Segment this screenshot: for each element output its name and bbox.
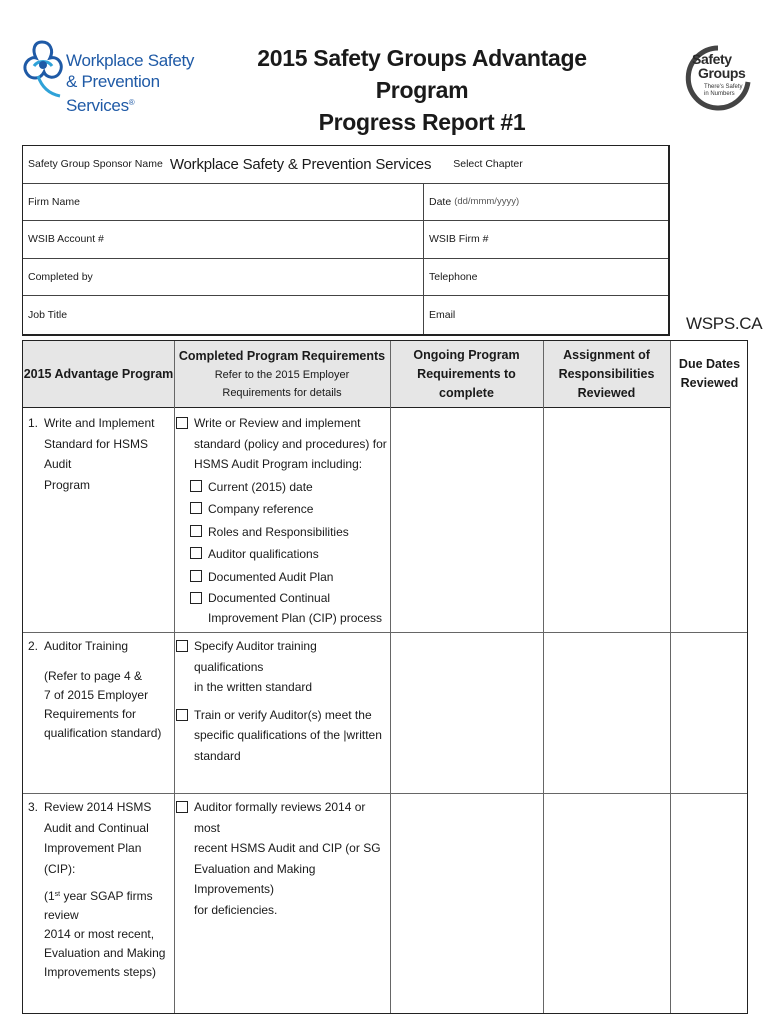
safety-groups-line2: Groups [698, 65, 746, 81]
header-due-dates [670, 341, 749, 408]
row3-assignment-cell[interactable] [544, 794, 670, 1013]
header-due-line2: Reviewed [680, 376, 739, 390]
row2-title: Auditor Training [44, 639, 129, 653]
job-title-row [23, 296, 668, 334]
row2-program [28, 636, 172, 743]
firm-name-field[interactable] [23, 184, 423, 221]
wsib-account-label: WSIB Account # [28, 233, 104, 246]
subitem-roles [190, 521, 388, 544]
row2-note-line: Requirements for [44, 706, 137, 721]
header-assignment-line2: Responsibilities [558, 367, 655, 381]
row3-ongoing-cell[interactable] [391, 794, 543, 1013]
wsib-row [23, 221, 668, 259]
row3-title-line3: Improvement Plan (CIP): [44, 841, 142, 876]
firm-date-row [23, 184, 668, 222]
telephone-label: Telephone [429, 271, 478, 284]
header-program [23, 341, 174, 408]
req-line: specific qualifications of the |written [194, 728, 382, 742]
checkbox[interactable] [176, 709, 188, 721]
row2-assignment-cell[interactable] [544, 633, 670, 793]
req-line: HSMS Audit Program including: [194, 457, 363, 471]
subitem-text: Improvement Plan (CIP) process [208, 611, 383, 625]
completed-by-label: Completed by [28, 271, 93, 284]
title-line2: Progress Report #1 [318, 109, 526, 135]
date-format-hint: (dd/mmm/yyyy) [454, 196, 520, 208]
email-field[interactable] [423, 296, 668, 334]
row2-req-1 [176, 636, 388, 698]
row3-note-open: (1 [44, 889, 55, 903]
progress-table [22, 340, 748, 1014]
row2-note-line: qualification standard) [44, 725, 162, 740]
req-line: Specify Auditor training qualifications [194, 639, 317, 674]
sponsor-label: Safety Group Sponsor Name [28, 158, 163, 171]
firm-name-label: Firm Name [28, 195, 80, 208]
row1-number: 1. [28, 416, 39, 430]
req-line: standard (policy and procedures) for [194, 436, 387, 451]
checkbox[interactable] [176, 417, 188, 429]
website-label: WSPS.CA [686, 314, 763, 333]
registered-mark: ® [128, 98, 135, 107]
header-completed-title: Completed Program Requirements [178, 349, 386, 363]
wsps-emblem-icon [20, 36, 68, 108]
firm-info-form [22, 145, 670, 336]
header-ongoing-line2: Requirements to complete [417, 367, 516, 400]
sponsor-row [23, 146, 668, 184]
safety-groups-logo [682, 42, 754, 114]
req-line: recent HSMS Audit and CIP (or SG [194, 841, 381, 855]
subitem-cip-process [190, 588, 388, 628]
row3-title-line2: Audit and Continual [44, 820, 149, 835]
req-line: standard [194, 748, 241, 763]
row2-requirements [176, 636, 388, 766]
req-line: Evaluation and Making Improvements) [194, 861, 316, 896]
wsib-firm-label: WSIB Firm # [429, 233, 489, 246]
header-assignment [543, 341, 670, 408]
title-line1: 2015 Safety Groups Advantage Program [257, 45, 587, 103]
checkbox[interactable] [190, 502, 202, 514]
row1-program [28, 413, 172, 495]
subitem-audit-plan [190, 566, 388, 589]
row3-note-line: Evaluation and Making [44, 946, 166, 960]
row3-title-line1: Review 2014 HSMS [44, 800, 152, 814]
row1-due-cell[interactable] [671, 409, 748, 632]
sponsor-value: Workplace Safety & Prevention Services [169, 155, 432, 173]
header-completed-sub2: Requirements for details [222, 387, 342, 399]
header-ongoing [390, 341, 543, 408]
header-completed [174, 341, 390, 408]
checkbox[interactable] [176, 801, 188, 813]
job-title-label: Job Title [28, 309, 68, 322]
row3-note-sup: st [54, 891, 61, 898]
wsib-account-field[interactable] [23, 221, 423, 258]
req-line: Train or verify Auditor(s) meet the [194, 707, 372, 722]
row1-requirements [176, 413, 388, 628]
subitem-current-date [190, 476, 388, 499]
subitem-text: Documented Audit Plan [208, 569, 334, 584]
row2-note-line: 7 of 2015 Employer [44, 687, 149, 702]
checkbox[interactable] [190, 525, 202, 537]
org-name-line1: Workplace Safety [66, 51, 195, 70]
row3-due-cell[interactable] [671, 794, 748, 1013]
header-program-text: 2015 Advantage Program [23, 367, 174, 381]
row2-due-cell[interactable] [671, 633, 748, 793]
job-title-field[interactable] [23, 296, 423, 334]
wsib-firm-field[interactable] [423, 221, 668, 258]
row1-assignment-cell[interactable] [544, 409, 670, 632]
checkbox[interactable] [190, 592, 202, 604]
subitem-text: Auditor qualifications [208, 547, 319, 561]
header-assignment-line1: Assignment of [563, 348, 650, 362]
subitem-text: Roles and Responsibilities [208, 524, 349, 539]
row1-title-line1: Write and Implement [44, 416, 155, 430]
wsps-logo [20, 36, 220, 116]
org-name-line2: & Prevention Services [66, 72, 160, 115]
row3-note-rest: year SGAP firms review [44, 889, 153, 922]
checkbox[interactable] [190, 570, 202, 582]
subitem-text: Company reference [208, 502, 314, 516]
checkbox[interactable] [190, 480, 202, 492]
telephone-field[interactable] [423, 259, 668, 296]
page-title [232, 42, 612, 138]
subitem-text: Documented Continual [208, 591, 331, 605]
completed-by-field[interactable] [23, 259, 423, 296]
row3-note-line: 2014 or most recent, [44, 927, 155, 941]
subitem-company-reference [190, 498, 388, 521]
row1-title-line3: Program [44, 477, 91, 492]
subitem-text: Current (2015) date [208, 479, 313, 494]
row1-req-main [176, 413, 388, 475]
row3-req-1 [176, 797, 388, 920]
row3-note-line: Improvements steps) [44, 965, 157, 979]
row2-ongoing-cell[interactable] [391, 633, 543, 793]
row1-title-line2: Standard for HSMS Audit [44, 436, 149, 471]
row2-number: 2. [28, 639, 39, 653]
checkbox[interactable] [176, 640, 188, 652]
header-assignment-line3: Reviewed [577, 386, 636, 400]
select-chapter-label[interactable]: Select Chapter [453, 158, 523, 171]
row3-requirements [176, 797, 388, 920]
email-label: Email [429, 309, 456, 322]
safety-groups-tagline1: There's Safety [704, 84, 743, 90]
row1-ongoing-cell[interactable] [391, 409, 543, 632]
req-line: Write or Review and implement [194, 416, 361, 430]
checkbox[interactable] [190, 547, 202, 559]
header-completed-sub1: Refer to the 2015 Employer [214, 369, 350, 381]
row3-program [28, 797, 172, 982]
header-due-line1: Due Dates [678, 357, 741, 371]
req-line: for deficiencies. [194, 902, 278, 917]
safety-groups-tagline2: in Numbers [704, 91, 735, 97]
column-divider [174, 341, 175, 1013]
safety-groups-line1: Safety [692, 51, 732, 67]
req-line: in the written standard [194, 680, 313, 694]
header-ongoing-line1: Ongoing Program [413, 348, 520, 362]
row3-note-first-line [44, 887, 172, 925]
completed-by-row [23, 259, 668, 297]
date-field[interactable] [423, 184, 668, 221]
subitem-auditor-qualifications [190, 543, 388, 566]
row2-note-line: (Refer to page 4 & [44, 668, 143, 683]
row2-req-2 [176, 705, 388, 767]
req-line: Auditor formally reviews 2014 or most [194, 800, 366, 835]
date-label: Date [429, 195, 452, 208]
sponsor-field[interactable] [23, 146, 668, 183]
row3-number: 3. [28, 800, 39, 814]
wsps-wordmark [66, 50, 220, 116]
